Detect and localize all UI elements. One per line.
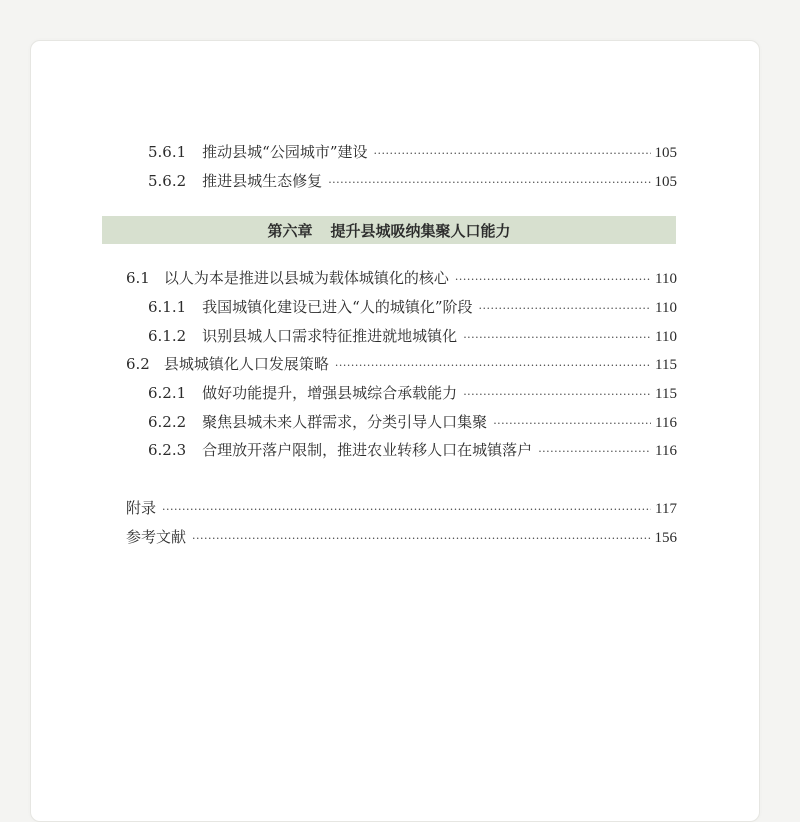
toc-entry[interactable] <box>148 438 677 462</box>
toc-entry-number: 6.2 <box>126 355 150 373</box>
toc-entry-number: 5.6.1 <box>148 143 187 161</box>
toc-entry-title: 推进县城生态修复 <box>202 172 323 190</box>
dot-leader <box>463 383 651 407</box>
toc-entry-number: 6.2.2 <box>148 413 187 431</box>
toc-entry-page: 115 <box>655 386 677 402</box>
toc-entry-number: 6.1.2 <box>148 327 187 345</box>
toc-entry-page: 115 <box>655 357 677 373</box>
toc-entry-page: 110 <box>655 300 677 316</box>
toc-entry[interactable] <box>148 169 677 193</box>
toc-entry-title: 推动县城“公园城市”建设 <box>202 143 368 161</box>
toc-entry-page: 116 <box>655 443 677 459</box>
toc-entry-number: 6.1 <box>126 269 150 287</box>
toc-entry-page: 110 <box>655 271 677 287</box>
toc-entry-page: 156 <box>654 530 677 546</box>
dot-leader <box>493 412 651 436</box>
toc-entry-title: 参考文献 <box>126 528 187 546</box>
toc-entry-page: 105 <box>654 145 677 161</box>
chapter-heading[interactable] <box>102 216 676 244</box>
chapter-title: 提升县城吸纳集聚人口能力 <box>330 221 511 240</box>
toc-entry-page: 116 <box>655 415 677 431</box>
dot-leader <box>335 354 651 378</box>
toc-entry-number: 6.1.1 <box>148 298 187 316</box>
toc-entry-appendix[interactable] <box>126 496 677 520</box>
dot-leader <box>463 326 651 350</box>
toc-entry[interactable] <box>126 266 677 290</box>
toc-entry[interactable] <box>148 324 677 348</box>
dot-leader <box>455 268 651 292</box>
toc-entry[interactable] <box>148 381 677 405</box>
dot-leader <box>192 527 650 551</box>
toc-entry-title: 聚焦县城未来人群需求，分类引导人口集聚 <box>202 413 488 431</box>
dot-leader <box>162 498 651 522</box>
toc-entry[interactable] <box>148 410 677 434</box>
chapter-number: 第六章 <box>267 221 313 240</box>
toc-entry-title: 我国城镇化建设已进入“人的城镇化”阶段 <box>202 298 473 316</box>
toc-entry-title: 做好功能提升，增强县城综合承载能力 <box>202 384 458 402</box>
dot-leader <box>374 142 651 166</box>
toc-entry-number: 6.2.1 <box>148 384 187 402</box>
toc-entry[interactable] <box>148 295 677 319</box>
toc-entry-number: 6.2.3 <box>148 441 187 459</box>
toc-entry-page: 117 <box>655 501 677 517</box>
toc-entry[interactable] <box>126 352 677 376</box>
toc-entry-title: 合理放开落户限制，推进农业转移人口在城镇落户 <box>202 441 533 459</box>
toc-entry-title: 县城城镇化人口发展策略 <box>163 355 329 373</box>
toc-entry-references[interactable] <box>126 525 677 549</box>
toc-entry-title: 附录 <box>126 499 157 517</box>
toc-entry-title: 以人为本是推进以县城为载体城镇化的核心 <box>163 269 449 287</box>
toc-entry-page: 110 <box>655 329 677 345</box>
dot-leader <box>538 440 651 464</box>
toc-entry-page: 105 <box>654 174 677 190</box>
dot-leader <box>479 297 652 321</box>
toc-entry[interactable] <box>148 140 677 164</box>
toc-entry-number: 5.6.2 <box>148 172 187 190</box>
toc-entry-title: 识别县城人口需求特征推进就地城镇化 <box>202 327 458 345</box>
dot-leader <box>328 171 650 195</box>
